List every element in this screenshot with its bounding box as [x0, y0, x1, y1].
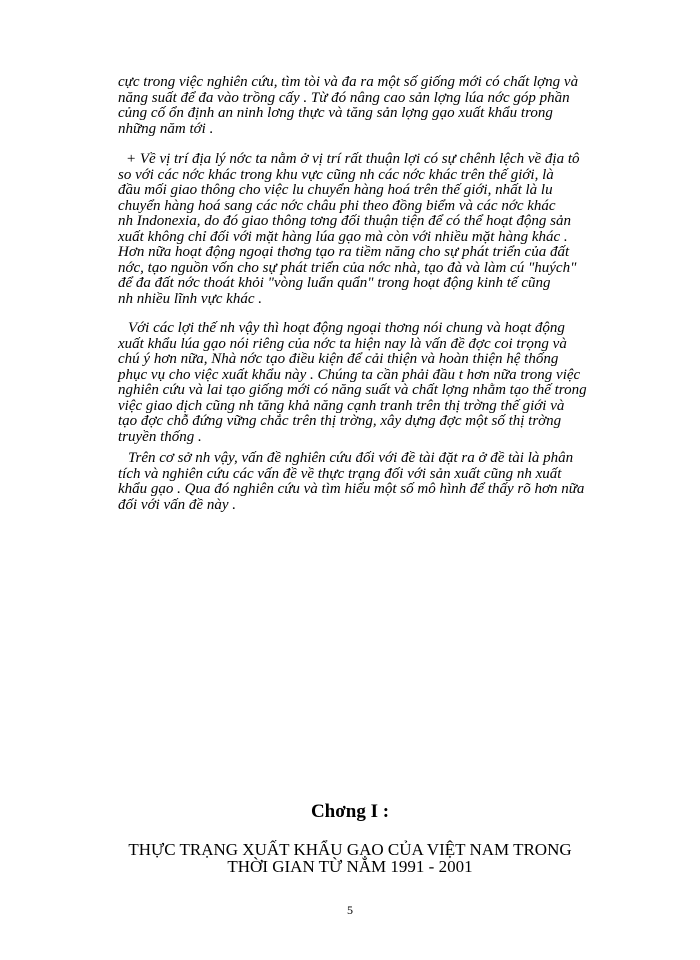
paragraph-line: nh nhiều lĩnh vực khác .	[118, 290, 262, 307]
paragraph-line: chuyển hàng hoá sang các nớc châu phi theo đồng biểm và các nớc khác	[118, 197, 556, 214]
paragraph-2	[118, 152, 630, 307]
paragraph-line: xuất không chỉ đối với mặt hàng lúa gạo mà còn với nhiều mặt hàng khác .	[118, 228, 568, 245]
paragraph-line: khẩu gạo . Qua đó nghiên cứu và tìm hiểu một số mô hình để thấy rõ hơn nữa	[118, 481, 585, 497]
paragraph-line: so với các nớc khác trong khu vực cũng nh các nớc khác trên thế giới, là	[118, 166, 554, 183]
paragraph-line: đối với vấn đề này .	[118, 496, 236, 513]
paragraph-line: những năm tới .	[118, 120, 214, 137]
paragraph-line: Trên cơ sở nh vậy, vấn đề nghiên cứu đối với đề tài đặt ra ở đề tài là phân	[128, 450, 574, 466]
paragraph-line: xuất khẩu lúa gạo nói riêng của nớc ta hiện nay là vấn đề đợc coi trọng và	[118, 335, 567, 352]
paragraph-4	[118, 451, 630, 513]
chapter-subtitle-line: THỰC TRẠNG XUẤT KHẨU GẠO CỦA VIỆT NAM TRONG	[128, 840, 572, 859]
chapter-subtitle	[0, 841, 700, 875]
paragraph-line: + Về vị trí địa lý nớc ta nằm ở vị trí rất thuận lợi có sự chênh lệch về địa tô	[126, 151, 580, 167]
paragraph-line: năng suất để đa vào trồng cấy . Từ đó nâng cao sản lợng lúa nớc góp phần	[118, 89, 570, 106]
paragraph-line: để đa đất nớc thoát khỏi "vòng luẩn quẩn" trong hoạt động kinh tế cũng	[118, 275, 551, 291]
paragraph-line: nh Indonexia, do đó giao thông tơng đối thuận tiện để có thể hoạt động sản	[118, 213, 571, 229]
paragraph-line: nghiên cứu và lai tạo giống mới có năng suất và chất lợng nhằm tạo thế trong	[118, 382, 587, 398]
paragraph-line: chú ý hơn nữa, Nhà nớc tạo điều kiện để cải thiện và hoàn thiện hệ thống	[118, 351, 559, 367]
paragraph-line: tích và nghiên cứu các vấn đề về thực trạng đối với sản xuất cũng nh xuất	[118, 465, 562, 482]
paragraph-line: việc giao dịch cũng nh tăng khả năng cạnh tranh trên thị trờng thế giới và	[118, 397, 565, 414]
paragraph-line: đầu mối giao thông cho việc lu chuyển hàng hoá trên thế giới, nhất là lu	[118, 182, 553, 198]
paragraph-1	[118, 75, 630, 137]
paragraph-line: nớc, tạo nguồn vốn cho sự phát triển của nớc nhà, tạo đà và làm cú "huých"	[118, 259, 577, 276]
page-number: 5	[347, 903, 353, 917]
paragraph-line: tạo đợc chỗ đứng vững chắc trên thị trờng, xây dựng đợc một số thị trờng	[118, 413, 562, 429]
paragraph-line: phục vụ cho việc xuất khẩu này . Chúng ta cần phải đầu t hơn nữa trong việc	[118, 366, 581, 383]
paragraph-line: Hơn nữa hoạt động ngoại thơng tạo ra tiềm năng cho sự phát triển của đất	[118, 244, 570, 260]
paragraph-line: củng cố ổn định an ninh lơng thực và tăng sản lợng gạo xuất khẩu trong	[118, 105, 553, 121]
paragraph-line: cực trong việc nghiên cứu, tìm tòi và đa ra một số giống mới có chất lợng và	[118, 74, 579, 90]
paragraph-line: Với các lợi thế nh vậy thì hoạt động ngoại thơng nói chung và hoạt động	[128, 320, 565, 336]
chapter-subtitle-line: THỜI GIAN TỪ NĂM 1991 - 2001	[227, 857, 473, 876]
chapter-title: Chơng I :	[310, 801, 390, 822]
paragraph-line: truyền thống .	[118, 428, 202, 445]
paragraph-3	[118, 321, 630, 445]
